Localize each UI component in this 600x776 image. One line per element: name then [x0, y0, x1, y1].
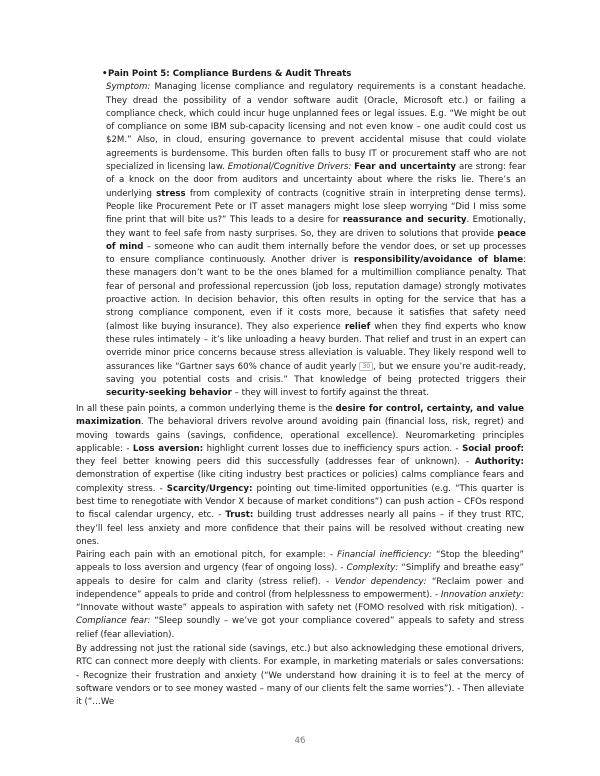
pain-point-title: Pain Point 5: Compliance Burdens & Audit Threats: [108, 69, 352, 79]
paragraph-italic: Financial inefficiency:: [337, 550, 432, 560]
drivers-text: – someone who can audit them internally before the vendor does, or set up processes to ensure compliance continuously. Another driver is: [106, 241, 526, 266]
paragraph-text: “Innovate without waste” appeals to aspiration with safety net (FOMO resolved with risk mitigation). -: [76, 603, 524, 614]
paragraph-emphasis: Social proof:: [462, 443, 524, 454]
paragraph-text: building trust addresses nearly all pains – if they trust RTC, they’ll feel less anxiety and more confidence that their pains will be resolved without creating new ones.: [76, 510, 524, 547]
drivers-text: : these managers don’t want to be the ones blamed for a multimillion compliance penalty. That fear of personal and professional repercussion (job loss, reputation damage) strongly motivates proactive action. In decision behavior, this often results in opting for the service that has a strong compliance component, even if it costs more, because it satisfies that safety need (almost like buying insurance). They also experience: [106, 255, 526, 332]
drivers-emphasis: stress: [156, 188, 186, 199]
paragraph-italic: Complexity:: [346, 563, 399, 574]
drivers-text: . Emotionally, they want to feel safe from nasty surprises. So, they are driven to solutions that provide: [106, 215, 526, 239]
drivers-emphasis: relief: [344, 321, 371, 332]
paragraph-text: “Stop the bleeding” appeals to loss aversion and urgency (fear of ongoing loss). -: [76, 550, 524, 574]
paragraph-text: In all these pain points, a common underlying theme is the: [76, 404, 336, 414]
drivers-emphasis: responsibility/avoidance of blame: [353, 255, 524, 266]
drivers-emphasis: peace of mind: [106, 228, 526, 252]
paragraph-emphasis: desire for control, certainty, and value maximization: [76, 404, 524, 428]
page-number: 46: [294, 736, 306, 746]
emotional-pitch-paragraph: [76, 549, 524, 642]
drivers-emphasis: reassurance and security: [342, 215, 467, 226]
bullet-heading: [102, 68, 526, 81]
paragraph-text: “Sleep soundly – we’ve got your compliance covered” appeals to safety and stress relief (fear alleviation).: [76, 616, 525, 640]
paragraph-italic: Compliance fear:: [76, 616, 151, 627]
paragraph-text: . The behavioral drivers revolve around avoiding pain (financial loss, risk, regret) and moving towards gains (savings, confidence, operational excellence). Neuromarketing principles applicable: -: [76, 417, 524, 454]
drivers-emphasis: security-seeking behavior: [106, 388, 232, 399]
drivers-emphasis: Fear and uncertainty: [354, 162, 457, 173]
paragraph-emphasis: Trust:: [225, 510, 254, 521]
drivers-text: , but we ensure you’re audit-ready, saving you potential costs and crisis.” That knowledge of being protected triggers their: [106, 361, 526, 385]
drivers-text: from complexity of contracts (cognitive strain in interpreting dense terms). People like Procurement Pete or IT asset managers might lose sleep worrying “Did I miss some fine print that will bite us?” This leads to a desire for: [106, 188, 526, 226]
common-theme-paragraph: [76, 403, 524, 549]
symptom-label: Symptom:: [106, 82, 151, 93]
paragraph-emphasis: Scarcity/Urgency:: [166, 483, 253, 494]
paragraph-text: they feel better knowing peers did this successfully (addresses fear of unknown). -: [76, 457, 475, 468]
drivers-label: Emotional/Cognitive Drivers:: [227, 162, 352, 173]
paragraph-text: Pairing each pain with an emotional pitch, for example: -: [76, 550, 338, 560]
footnote-reference[interactable]: 30: [359, 362, 373, 371]
drivers-text: when they find experts who know these rules intimately – it’s like unloading a heavy burden. That relief and trust in an expert can override minor price concerns because stress alleviation is valuable. They likely respond well to assurances like “Gartner says 60% chance of audit yearly: [106, 321, 527, 372]
paragraph-text: “Simplify and breathe easy” appeals to desire for calm and clarity (stress relief). -: [76, 563, 524, 587]
drivers-text: – they will invest to fortify against the threat.: [231, 388, 429, 399]
pain-point-body: [102, 81, 526, 400]
paragraph-italic: Vendor dependency:: [334, 576, 427, 587]
paragraph-text: pointing out time-limited opportunities (e.g. “This quarter is best time to renegotiate with Vendor X because of market conditions”) can push action – CFOs respond to fiscal calendar urgency, etc. -: [76, 483, 524, 521]
paragraph-emphasis: Authority:: [474, 457, 524, 468]
closing-paragraph: By addressing not just the rational side (savings, etc.) but also acknowledging these emotional drivers, RTC can connect more deeply with clients. For example, in marketing materials or sales conversations: - Recognize their frustration and anxiety (“We understand how draining it is to feel at the mercy of software vendors or to see money wasted – many of our clients felt the same worries”). - Then alleviate it (“…We: [76, 644, 524, 708]
paragraph-italic: Innovation anxiety:: [440, 589, 524, 600]
paragraph-text: demonstration of expertise (like citing industry best practices or policies) calms compliance fears and complexity stress. -: [76, 470, 524, 494]
bullet-marker: •: [102, 69, 108, 79]
paragraph-text: highlight current losses due to inefficiency spurs action. -: [203, 443, 463, 454]
drivers-text: are strong: fear of a knock on the door from auditors and uncertainty about where the risks lie. There’s an underlying: [106, 162, 527, 199]
symptom-text: Managing license compliance and regulatory requirements is a constant headache. They dread the possibility of a vendor software audit (Oracle, Microsoft etc.) or failing a compliance check, which could incur huge unplanned fees or legal issues. E.g. “We might be out of compliance on some IBM sub-capacity licensing and not even know – one audit could cost us $2M.” Also, in cloud, ensuring governance to prevent accidental misuse that could violate agreements is burdensome. This burden often falls to busy IT or procurement staff who are not specialized in licensing law.: [106, 82, 526, 173]
paragraph-emphasis: Loss aversion:: [132, 443, 204, 454]
pain-point-5-bullet: [102, 68, 526, 400]
paragraph-text: “Reclaim power and independence” appeals to pride and control (from helplessness to empowerment). -: [76, 576, 524, 600]
